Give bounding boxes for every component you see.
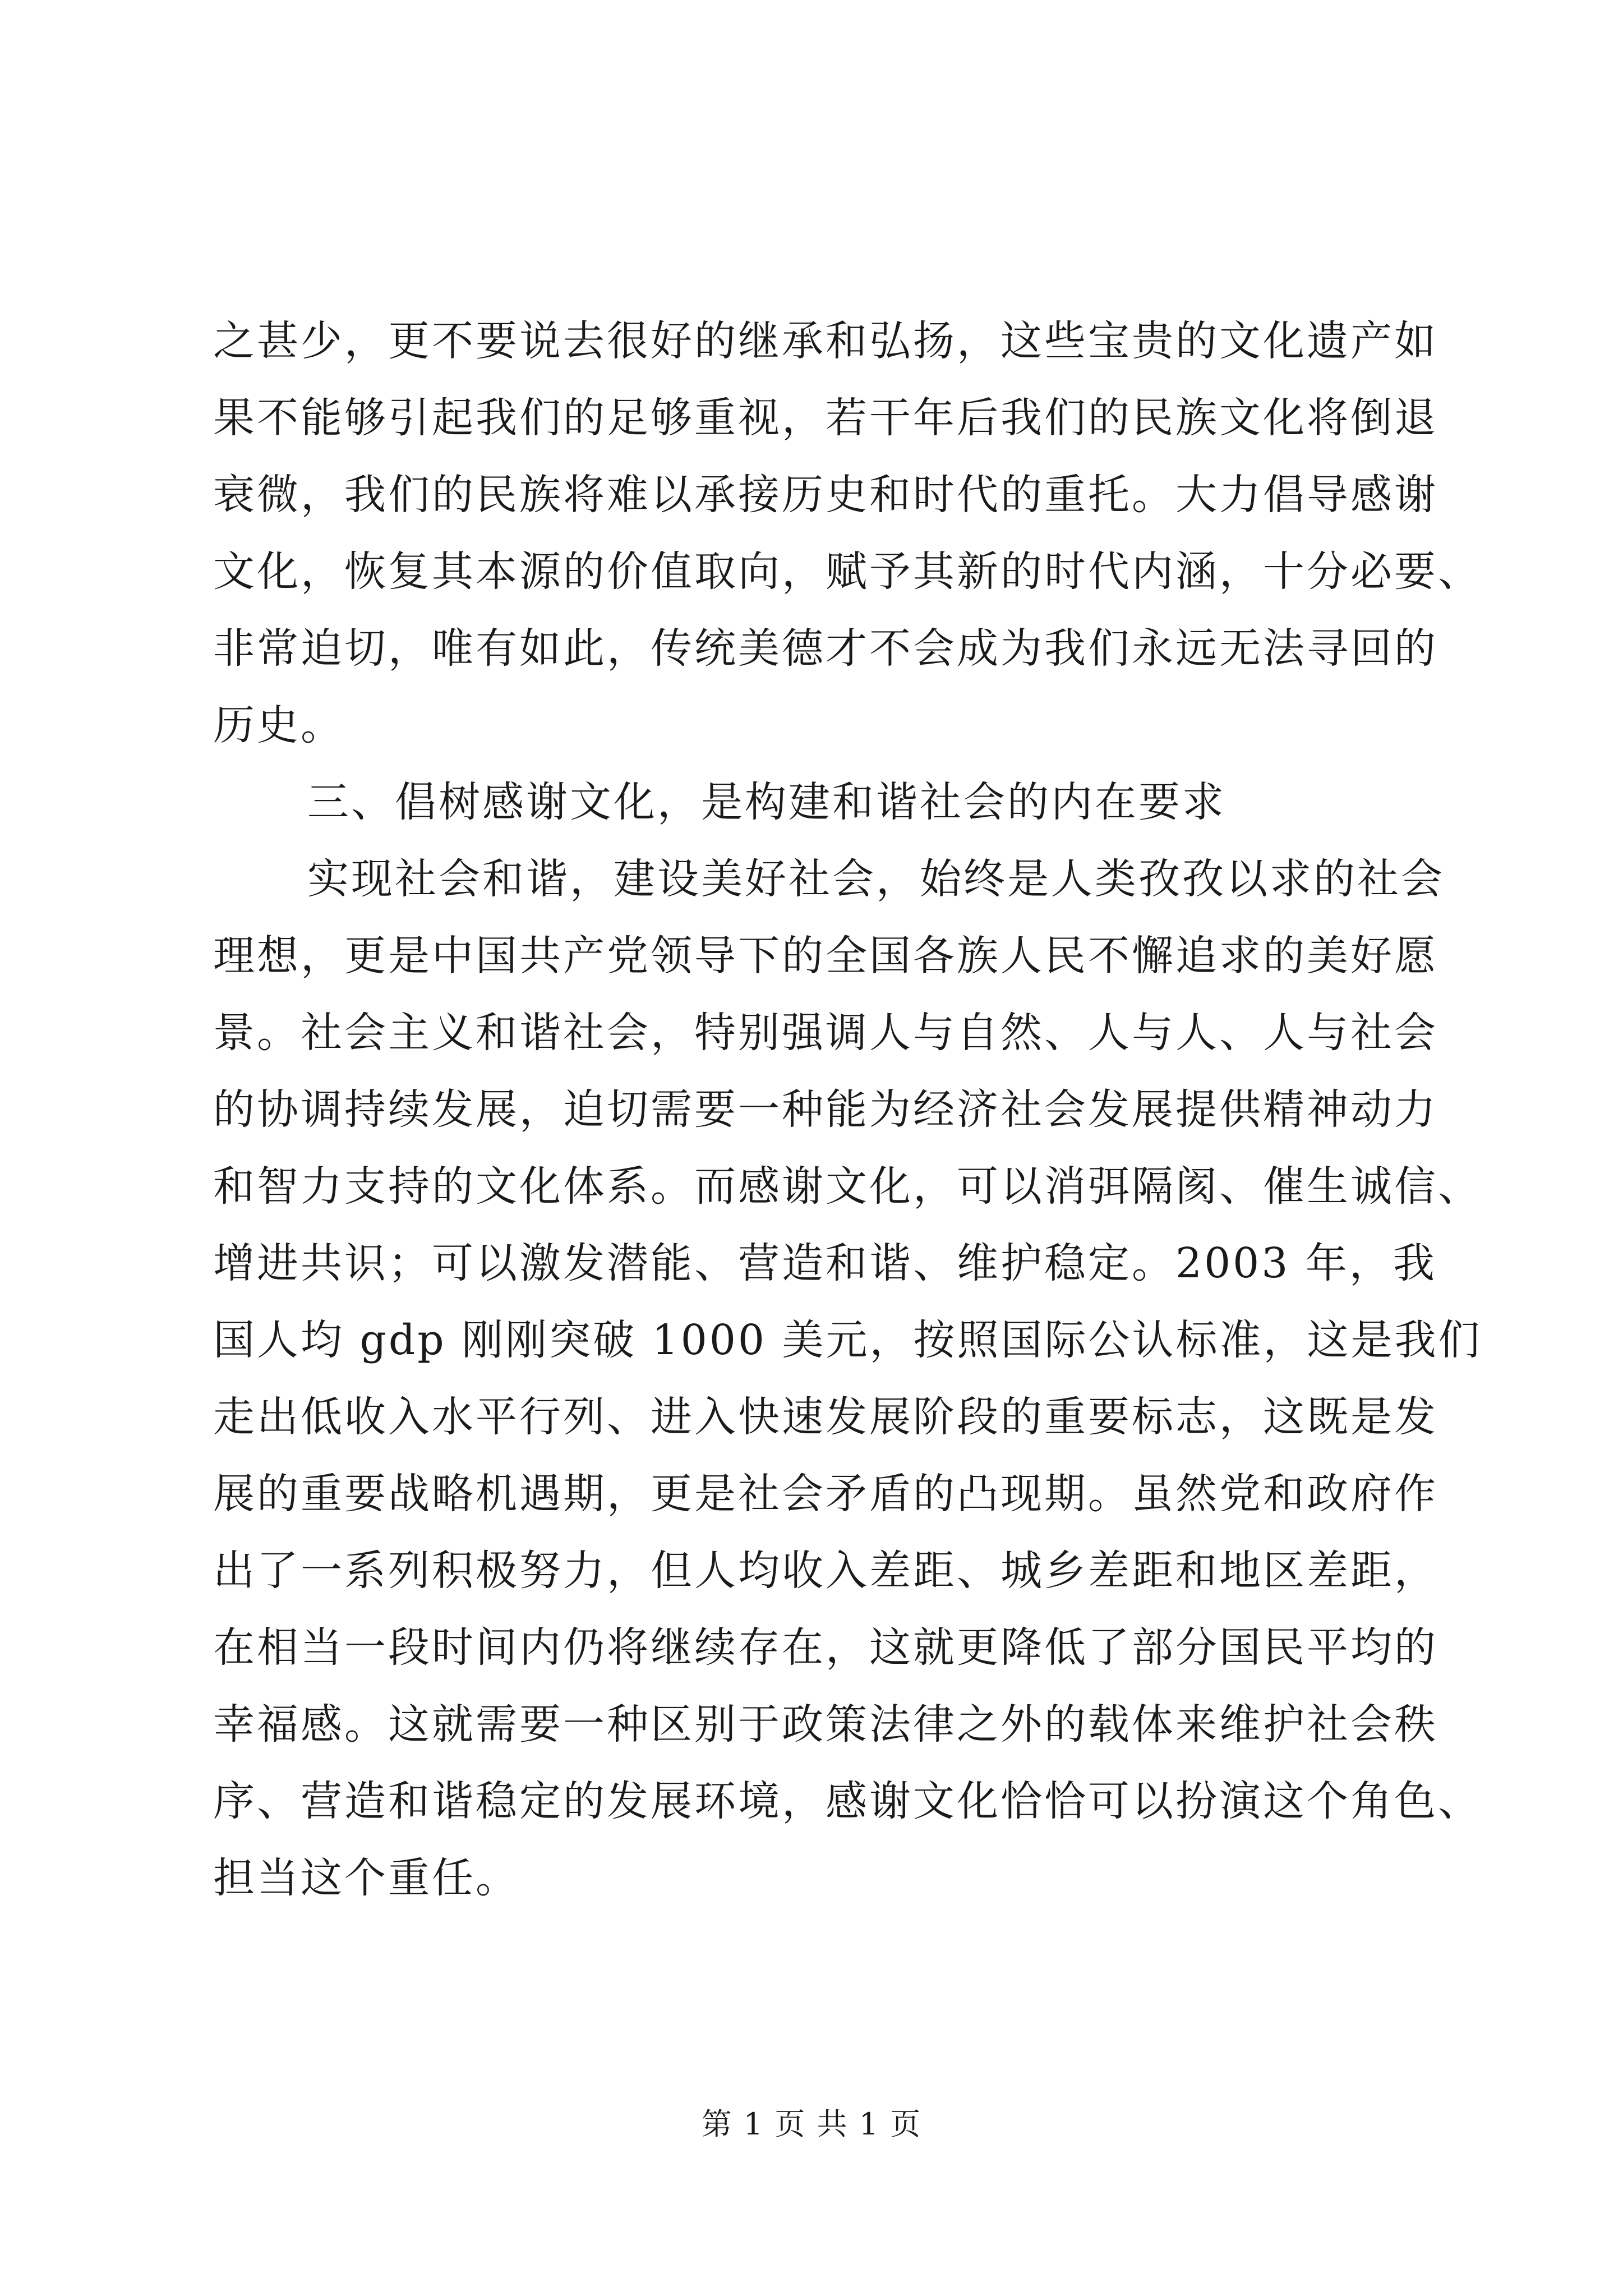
text-line: 非常迫切，唯有如此，传统美德才不会成为我们永远无法寻回的 xyxy=(213,624,1438,673)
text-line: 理想，更是中国共产党领导下的全国各族人民不懈追求的美好愿 xyxy=(213,932,1438,980)
text-line: 实现社会和谐，建设美好社会，始终是人类孜孜以求的社会 xyxy=(307,855,1445,903)
page-number-footer: 第 1 页 共 1 页 xyxy=(701,2106,922,2142)
text-line: 担当这个重任。 xyxy=(213,1854,519,1902)
text-line: 衰微，我们的民族将难以承接历史和时代的重托。大力倡导感谢 xyxy=(213,471,1438,519)
text-line: 展的重要战略机遇期，更是社会矛盾的凸现期。虽然党和政府作 xyxy=(213,1470,1438,1518)
text-line: 景。社会主义和谐社会，特别强调人与自然、人与人、人与社会 xyxy=(213,1009,1438,1057)
text-line: 幸福感。这就需要一种区别于政策法律之外的载体来维护社会秩 xyxy=(213,1700,1438,1749)
text-line: 果不能够引起我们的足够重视，若干年后我们的民族文化将倒退 xyxy=(213,394,1438,442)
text-line: 和智力支持的文化体系。而感谢文化，可以消弭隔阂、催生诚信、 xyxy=(213,1162,1482,1211)
text-line: 增进共识；可以激发潜能、营造和谐、维护稳定。2003 年，我 xyxy=(213,1239,1437,1287)
text-line: 之甚少，更不要说去很好的继承和弘扬，这些宝贵的文化遗产如 xyxy=(213,317,1438,365)
text-line: 国人均 gdp 刚刚突破 1000 美元，按照国际公认标准，这是我们 xyxy=(213,1316,1482,1364)
text-line: 序、营造和谐稳定的发展环境，感谢文化恰恰可以扮演这个角色、 xyxy=(213,1777,1482,1825)
text-line: 的协调持续发展，迫切需要一种能为经济社会发展提供精神动力 xyxy=(213,1085,1438,1134)
body-text xyxy=(213,303,1482,1917)
text-line: 走出低收入水平行列、进入快速发展阶段的重要标志，这既是发 xyxy=(213,1393,1438,1441)
text-line: 历史。 xyxy=(213,701,344,749)
section-heading: 三、倡树感谢文化，是构建和谐社会的内在要求 xyxy=(307,778,1226,826)
text-line: 在相当一段时间内仍将继续存在，这就更降低了部分国民平均的 xyxy=(213,1623,1438,1672)
text-line: 出了一系列积极努力，但人均收入差距、城乡差距和地区差距， xyxy=(213,1547,1438,1595)
text-line: 文化，恢复其本源的价值取向，赋予其新的时代内涵，十分必要、 xyxy=(213,547,1482,596)
